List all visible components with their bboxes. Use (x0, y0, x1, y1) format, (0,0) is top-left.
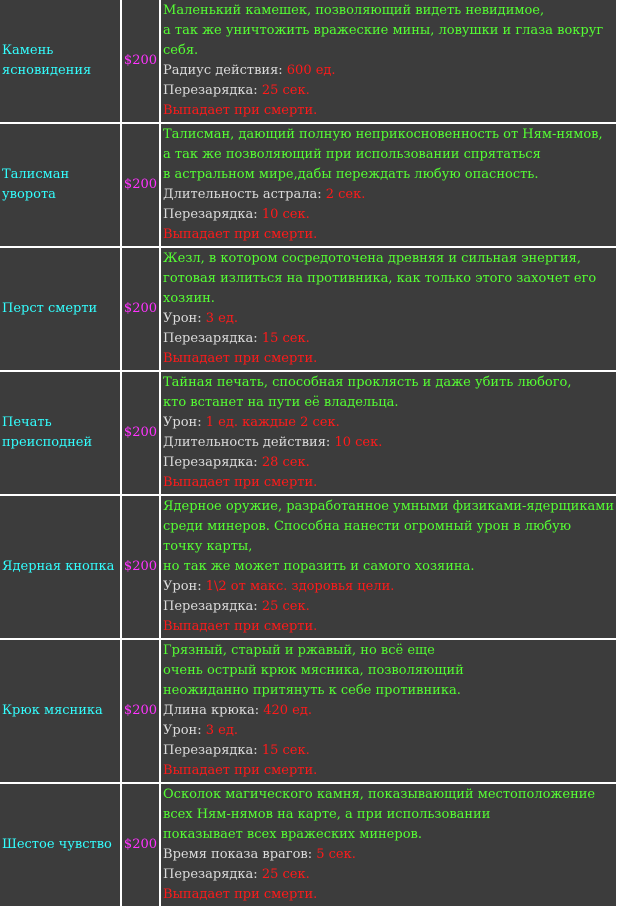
item-description (161, 784, 616, 906)
item-name: Перст смерти (0, 248, 120, 370)
stat-value: 1\2 от макс. здоровья цели. (205, 579, 395, 594)
item-price: $200 (122, 784, 159, 906)
stat-value: 2 сек. (325, 187, 366, 202)
item-row (0, 640, 616, 782)
description-line: всех Ням-нямов на карте, а при использовании (163, 807, 491, 822)
stat-line (163, 845, 614, 865)
item-description (161, 124, 616, 246)
stat-value: 10 сек. (261, 207, 310, 222)
stat-value: 15 сек. (261, 743, 310, 758)
description-line: неожиданно притянуть к себе противника. (163, 683, 461, 698)
stat-line (163, 721, 614, 741)
stat-label: Урон: (163, 415, 206, 430)
description-line: среди минеров. Способна нанести огромный урон в любую (163, 519, 572, 534)
stat-label: Длина крюка: (163, 703, 264, 718)
description-line: кто встанет на пути её владельца. (163, 395, 399, 410)
item-name: Печать преисподней (0, 372, 120, 494)
description-line: Маленький камешек, позволяющий видеть невидимое, (163, 3, 545, 18)
stat-line (163, 309, 614, 329)
item-price: $200 (122, 248, 159, 370)
item-price: $200 (122, 0, 159, 122)
item-row (0, 784, 616, 906)
stat-label: Урон: (163, 311, 206, 326)
stat-line (163, 185, 614, 205)
stat-label: Длительность астрала: (163, 187, 326, 202)
stat-label: Перезарядка: (163, 331, 262, 346)
item-name: Талисман уворота (0, 124, 120, 246)
stat-line (163, 413, 614, 433)
drop-note: Выпадает при смерти. (163, 227, 318, 242)
item-description (161, 248, 616, 370)
description-line: Осколок магического камня, показывающий местоположение (163, 787, 596, 802)
description-line: а так же уничтожить вражеские мины, ловушки и глаза вокруг (163, 23, 604, 38)
stat-label: Перезарядка: (163, 455, 262, 470)
stat-line (163, 741, 614, 761)
description-line: а так же позволяющий при использовании спрятаться (163, 147, 541, 162)
description-line: Талисман, дающий полную неприкосновенность от Ням-нямов, (163, 127, 603, 142)
stat-label: Перезарядка: (163, 207, 262, 222)
description-line: но так же может поразить и самого хозяина. (163, 559, 475, 574)
stat-line (163, 577, 614, 597)
drop-note: Выпадает при смерти. (163, 887, 318, 902)
stat-value: 25 сек. (261, 599, 310, 614)
item-price: $200 (122, 372, 159, 494)
stat-label: Радиус действия: (163, 63, 287, 78)
description-line: точку карты, (163, 539, 253, 554)
stat-line (163, 701, 614, 721)
stat-line (163, 329, 614, 349)
description-line: готовая излиться на противника, как только этого захочет его (163, 271, 597, 286)
stat-label: Перезарядка: (163, 867, 262, 882)
stat-value: 3 ед. (205, 723, 238, 738)
item-row (0, 248, 616, 370)
stat-label: Урон: (163, 723, 206, 738)
stat-label: Перезарядка: (163, 83, 262, 98)
stat-value: 15 сек. (261, 331, 310, 346)
item-description (161, 0, 616, 122)
stat-value: 10 сек. (334, 435, 383, 450)
item-description (161, 496, 616, 638)
stat-value: 3 ед. (205, 311, 238, 326)
stat-label: Перезарядка: (163, 599, 262, 614)
item-row (0, 0, 616, 122)
drop-note: Выпадает при смерти. (163, 103, 318, 118)
stat-line (163, 865, 614, 885)
stat-line (163, 433, 614, 453)
stat-line (163, 205, 614, 225)
drop-note: Выпадает при смерти. (163, 351, 318, 366)
stat-label: Урон: (163, 579, 206, 594)
item-row (0, 372, 616, 494)
description-line: Тайная печать, способная проклясть и даже убить любого, (163, 375, 572, 390)
item-row (0, 124, 616, 246)
item-price: $200 (122, 496, 159, 638)
description-line: очень острый крюк мясника, позволяющий (163, 663, 464, 678)
stat-value: 28 сек. (261, 455, 310, 470)
stat-value: 1 ед. каждые 2 сек. (205, 415, 340, 430)
stat-label: Время показа врагов: (163, 847, 317, 862)
description-line: Ядерное оружие, разработанное умными физиками-ядерщиками (163, 499, 614, 514)
stat-line (163, 597, 614, 617)
drop-note: Выпадает при смерти. (163, 619, 318, 634)
stat-line (163, 61, 614, 81)
stat-value: 5 сек. (316, 847, 356, 862)
item-price: $200 (122, 640, 159, 782)
stat-line (163, 453, 614, 473)
description-line: показывает всех вражеских минеров. (163, 827, 422, 842)
item-description (161, 640, 616, 782)
description-line: в астральном мире,дабы переждать любую опасность. (163, 167, 539, 182)
item-description (161, 372, 616, 494)
drop-note: Выпадает при смерти. (163, 763, 318, 778)
item-row (0, 496, 616, 638)
description-line: хозяин. (163, 291, 215, 306)
stat-value: 600 ед. (286, 63, 336, 78)
stat-value: 420 ед. (263, 703, 312, 718)
description-line: Жезл, в котором сосредоточена древняя и сильная энергия, (163, 251, 581, 266)
item-name: Шестое чувство (0, 784, 120, 906)
item-name: Камень ясновидения (0, 0, 120, 122)
description-line: Грязный, старый и ржавый, но всё еще (163, 643, 435, 658)
item-name: Ядерная кнопка (0, 496, 120, 638)
description-line: себя. (163, 43, 199, 58)
stat-value: 25 сек. (261, 867, 310, 882)
stat-label: Длительность действия: (163, 435, 335, 450)
item-name: Крюк мясника (0, 640, 120, 782)
item-price: $200 (122, 124, 159, 246)
stat-value: 25 сек. (261, 83, 310, 98)
stat-line (163, 81, 614, 101)
drop-note: Выпадает при смерти. (163, 475, 318, 490)
stat-label: Перезарядка: (163, 743, 262, 758)
